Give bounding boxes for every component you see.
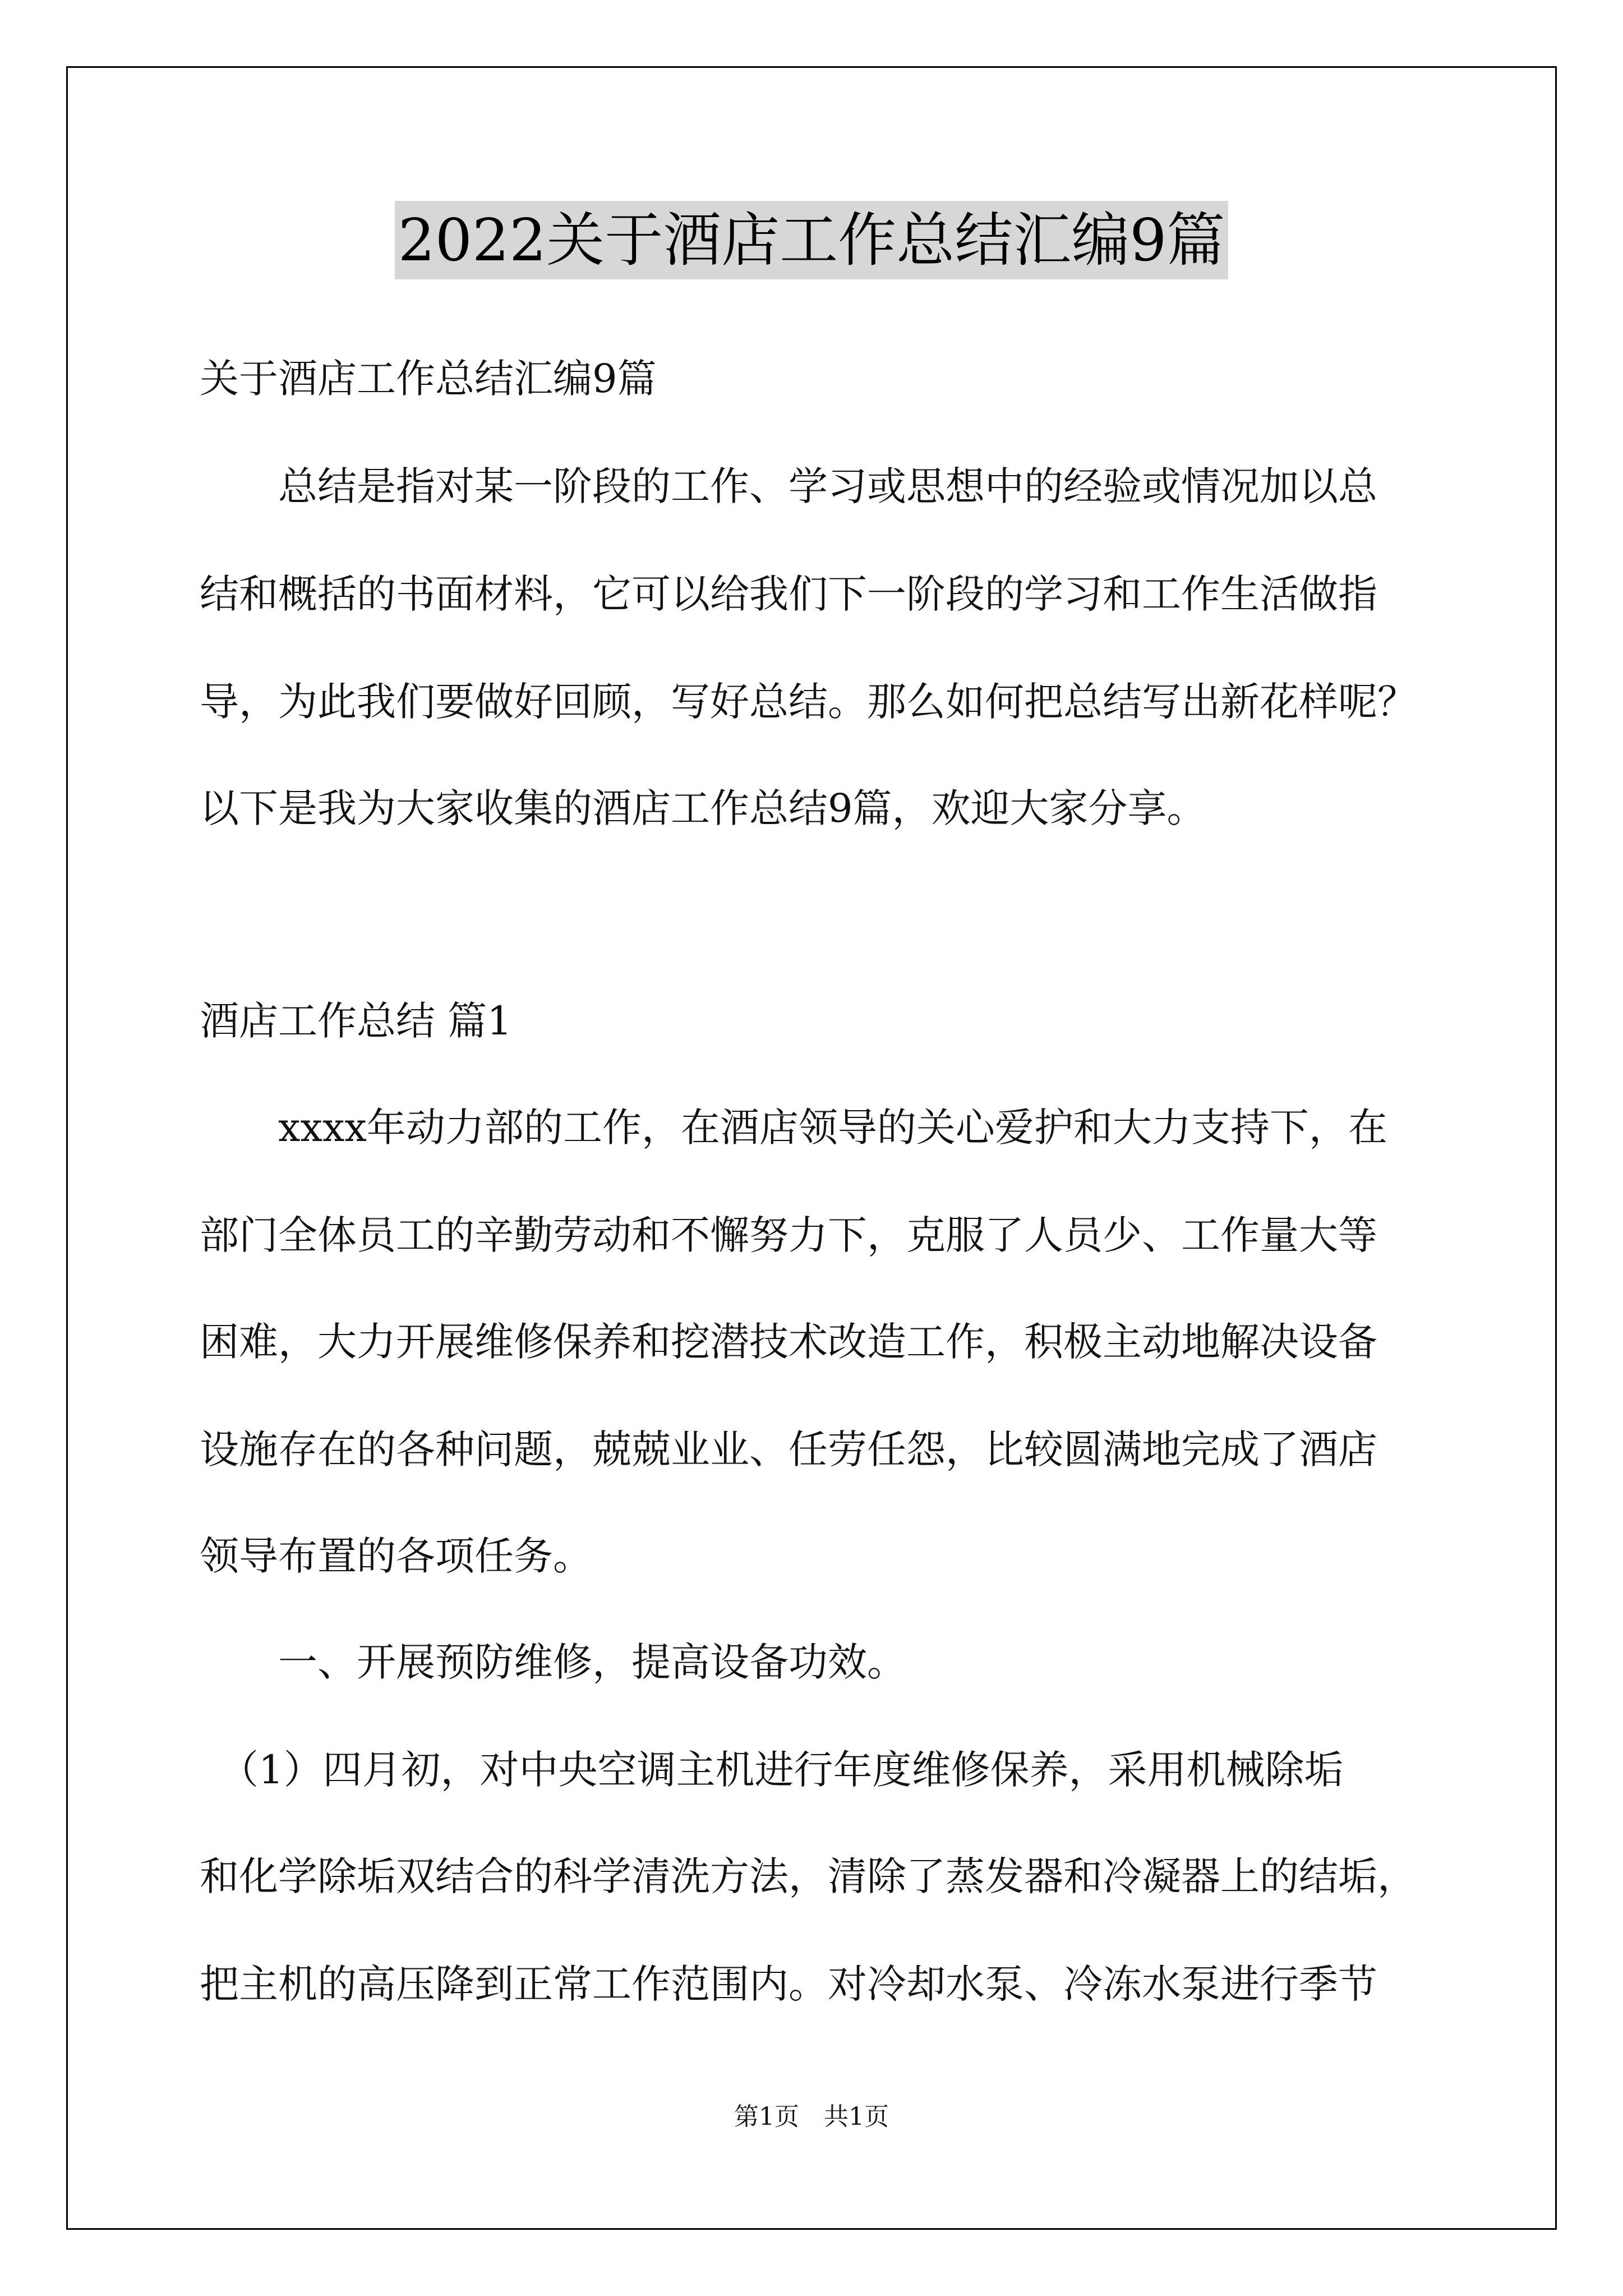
title-container [0,201,1623,279]
body-line: xxxx年动力部的工作，在酒店领导的关心爱护和大力支持下，在 [200,1105,1387,1151]
subtitle: 关于酒店工作总结汇编9篇 [200,356,657,402]
intro-line: 结和概括的书面材料，它可以给我们下一阶段的学习和工作生活做指 [200,571,1377,617]
document-title: 2022关于酒店工作总结汇编9篇 [395,201,1229,279]
page-footer: 第1页 共1页 [734,2102,889,2131]
intro-line: 导，为此我们要做好回顾，写好总结。那么如何把总结写出新花样呢？ [200,679,1417,725]
body-line: 设施存在的各种问题，兢兢业业、任劳任怨，比较圆满地完成了酒店 [200,1427,1377,1473]
intro-line: 总结是指对某一阶段的工作、学习或思想中的经验或情况加以总 [200,463,1377,509]
body-line: 困难，大力开展维修保养和挖潜技术改造工作，积极主动地解决设备 [200,1319,1377,1365]
body-line: 领导布置的各项任务。 [200,1533,592,1579]
body-line: 部门全体员工的辛勤劳动和不懈努力下，克服了人员少、工作量大等 [200,1212,1377,1258]
intro-line: 以下是我为大家收集的酒店工作总结9篇，欢迎大家分享。 [200,785,1206,831]
body-line: 一、开展预防维修，提高设备功效。 [200,1639,906,1685]
body-line: 和化学除垢双结合的科学清洗方法，清除了蒸发器和冷凝器上的结垢， [200,1853,1417,1899]
body-line: 把主机的高压降到正常工作范围内。对冷却水泵、冷冻水泵进行季节 [200,1961,1377,2007]
section-heading: 酒店工作总结 篇1 [200,998,512,1044]
body-line: （1）四月初，对中央空调主机进行年度维修保养，采用机械除垢 [200,1747,1344,1793]
